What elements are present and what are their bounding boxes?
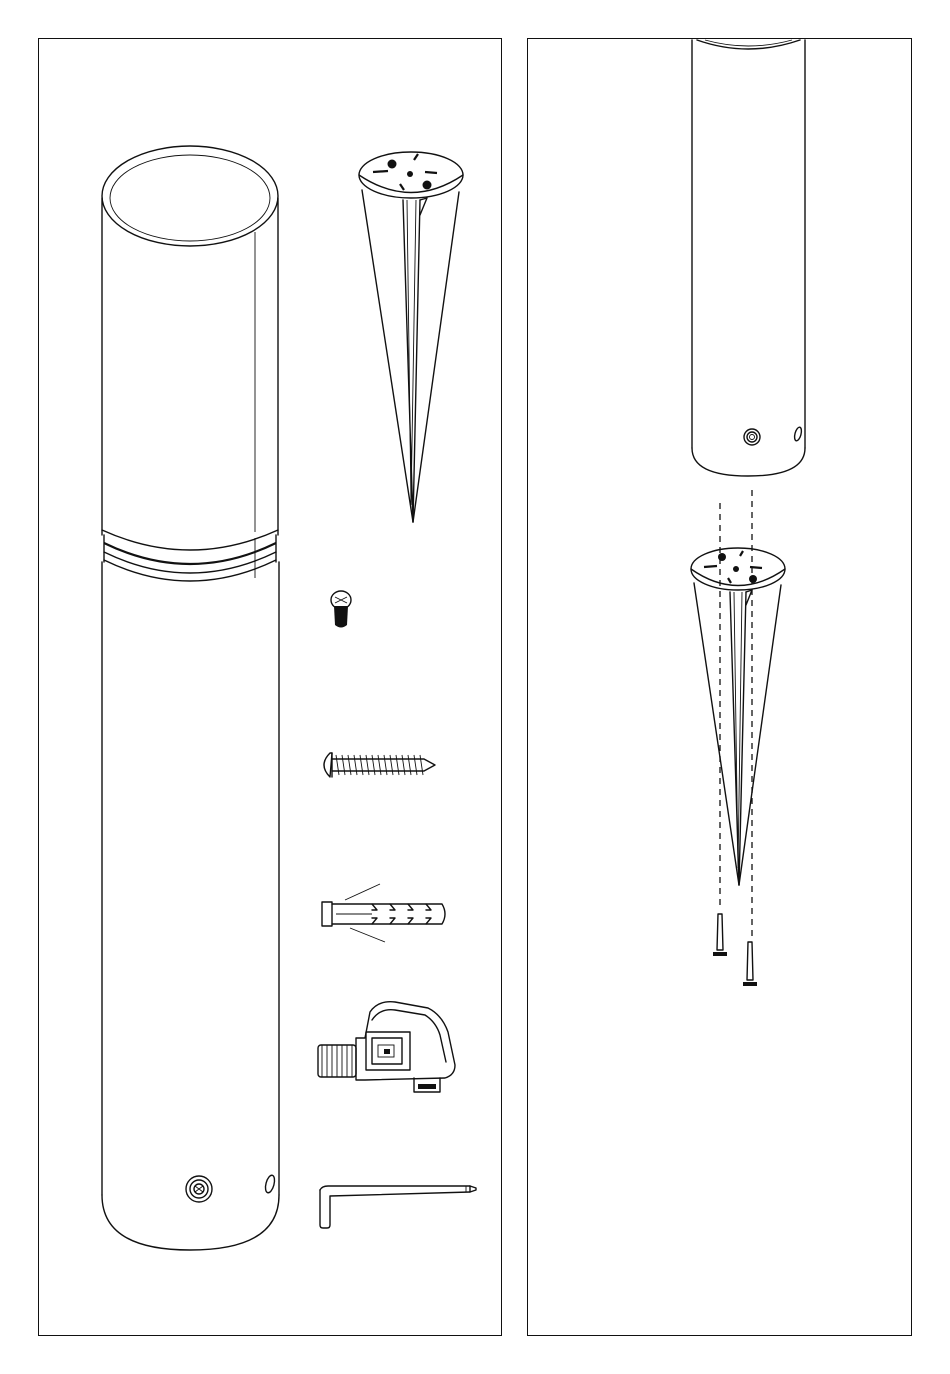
fixing-screws (713, 914, 757, 986)
bollard-light (102, 146, 279, 1250)
wall-plug (322, 884, 445, 942)
cable-connector (318, 1002, 455, 1092)
wood-screw (324, 753, 435, 777)
machine-screw (331, 591, 351, 628)
bollard-base (692, 40, 805, 476)
mounting-spike (691, 548, 785, 885)
allen-key (320, 1186, 476, 1228)
ground-spike (359, 152, 463, 522)
